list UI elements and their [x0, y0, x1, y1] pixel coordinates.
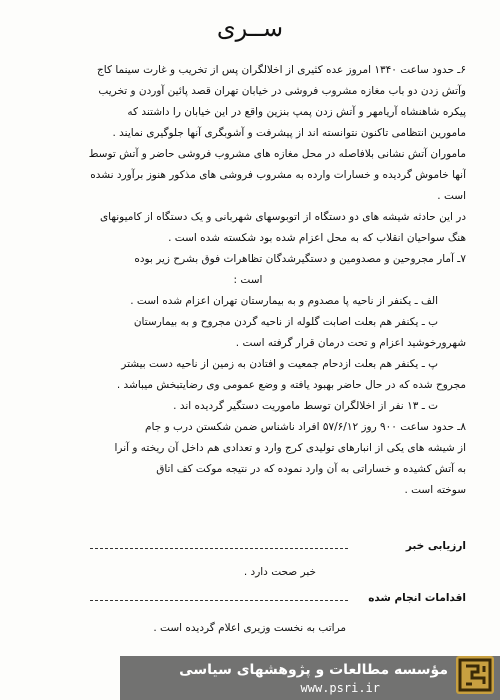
actions-row	[30, 592, 466, 618]
paragraph-line: مامورین انتظامی تاکنون نتوانسته اند از پیشرفت و آشوبگری آنها جلوگیری نمایند .	[112, 127, 466, 139]
paragraph-line: هنگ سواحیان انقلاب که به محل اعزام شده بود شکسته شده است .	[168, 232, 466, 244]
evaluation-row	[30, 540, 466, 566]
paragraph-line: سوخته است .	[404, 484, 466, 496]
list-item: پ ـ یکنفر هم بعلت ازدحام جمعیت و افتادن به زمین از ناحیه دست بیشتر	[121, 358, 438, 370]
watermark-organization: مؤسسه مطالعات و پژوهشهای سیاسی	[179, 662, 448, 678]
evaluation-value: خبر صحت دارد .	[243, 566, 316, 578]
watermark-url[interactable]: www.psri.ir	[300, 681, 380, 695]
paragraph-line: ۸ـ حدود ساعت ۹۰۰ روز ۵۷/۶/۱۲ افراد ناشناس ضمن شکستن درب و جام	[145, 421, 466, 433]
paragraph-line: از شیشه های یکی از انبارهای تولیدی کرج وارد و تعدادی هم داخل آن ریخته و آنرا	[114, 442, 466, 454]
paragraph-line: ۶ـ حدود ساعت ۱۳۴۰ امروز عده کثیری از اخلالگران پس از تخریب و غارت سینما کاج	[97, 64, 466, 76]
evaluation-label: ارزیابی خبر	[405, 540, 466, 552]
paragraph-line: وآتش زدن دو باب مغازه مشروب فروشی در خیابان تهران قصد پائین آوردن و تخریب	[98, 85, 466, 97]
document-body	[30, 60, 466, 501]
list-item: الف ـ یکنفر از ناحیه پا مصدوم و به بیمارستان تهران اعزام شده است .	[130, 295, 438, 307]
paragraph-line: در این حادثه شیشه های دو دستگاه از اتوبوسهای شهربانی و یک دستگاه از کامیونهای	[99, 211, 466, 223]
paragraph-line: به آتش کشیده و خساراتی به آن وارد نموده که در نتیجه موکت کف اتاق	[156, 463, 466, 475]
actions-label: اقدامات انجام شده	[368, 592, 466, 604]
document-title: ســری	[216, 14, 284, 42]
paragraph-line: آنها خاموش گردیده و خسارات وارده به مشروب فروشی های مذکور هنوز برآورد نشده	[90, 169, 466, 181]
watermark	[0, 640, 500, 700]
list-item: ت ـ ۱۳ نفر از اخلالگران توسط ماموریت دستگیر گردیده اند .	[173, 400, 438, 412]
institute-logo-icon	[456, 656, 494, 694]
actions-value: مراتب به نخست وزیری اعلام گردیده است .	[153, 622, 346, 634]
dotted-line	[90, 540, 348, 549]
document-footer	[30, 540, 466, 648]
paragraph-line: پیکره شاهنشاه آریامهر و آتش زدن پمپ بنزین واقع در این خیابان را داشتند که	[127, 106, 466, 118]
paragraph-line: ماموران آتش نشانی بلافاصله در محل مغازه های مشروب فروشی حاضر و آتش توسط	[88, 148, 466, 160]
evaluation-value-row	[30, 566, 466, 592]
paragraph-line: است .	[437, 190, 466, 202]
dotted-line	[90, 592, 348, 601]
list-item: ب ـ یکنفر هم بعلت اصابت گلوله از ناحیه گردن مجروح و به بیمارستان	[133, 316, 438, 328]
paragraph-line: ۷ـ آمار مجروحین و مصدومین و دستگیرشدگان تظاهرات فوق بشرح زیر بوده	[134, 253, 466, 265]
paragraph-line: است :	[233, 274, 263, 286]
paragraph-line: شهرورخوشید اعزام و تحت درمان قرار گرفته است .	[235, 337, 466, 349]
paragraph-line: مجروح شده که در حال حاضر بهبود یافته و وضع عمومی وی رضایتبخش میباشد .	[116, 379, 466, 391]
